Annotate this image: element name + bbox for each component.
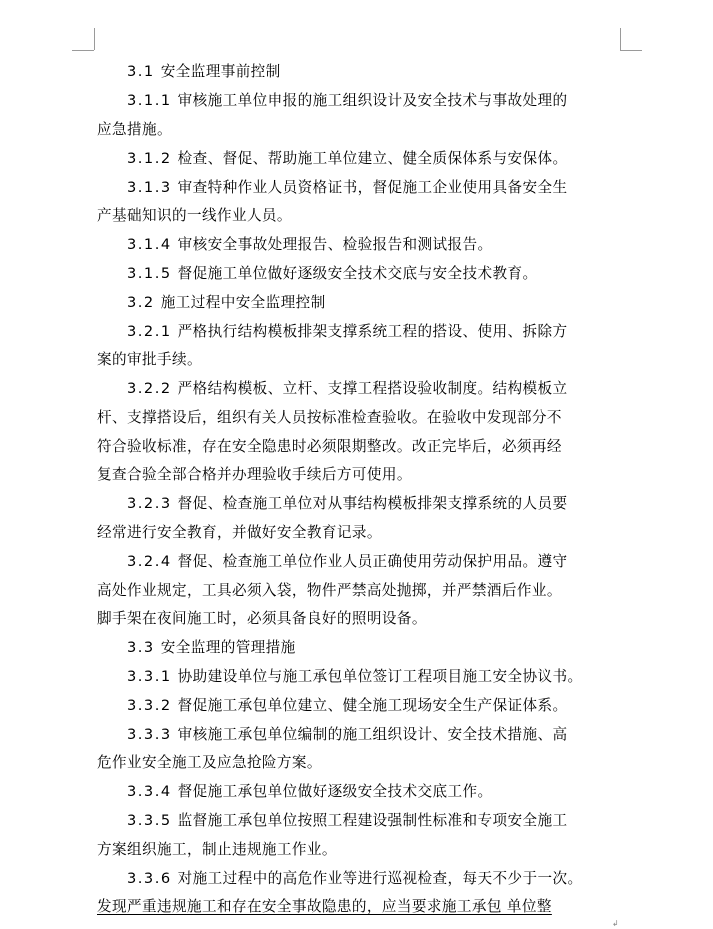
paragraph-3-3-3-line-2: 危作业安全施工及应急抢险方案。 xyxy=(97,754,322,771)
paragraph-3-2-3-line-1: 3.2.3 督促、检查施工单位对从事结构模板排架支撑系统的人员要 xyxy=(127,495,568,512)
paragraph-3-1-5-line-1: 3.1.5 督促施工单位做好逐级安全技术交底与安全技术教育。 xyxy=(127,265,538,282)
paragraph-3-3-6-line-1: 3.3.6 对施工过程中的高危作业等进行巡视检查，每天不少于一次。 xyxy=(127,870,583,887)
paragraph-3-2-2-line-1: 3.2.2 严格结构模板、立杆、支撑工程搭设验收制度。结构模板立 xyxy=(127,380,568,397)
section-heading-3-3: 3.3 安全监理的管理措施 xyxy=(127,639,296,656)
paragraph-3-2-4-line-1: 3.2.4 督促、检查施工单位作业人员正确使用劳动保护用品。遵守 xyxy=(127,553,568,570)
paragraph-3-1-4-line-1: 3.1.4 审核安全事故处理报告、检验报告和测试报告。 xyxy=(127,236,493,253)
paragraph-3-1-1-line-1: 3.1.1 审核施工单位申报的施工组织设计及安全技术与事故处理的 xyxy=(127,92,568,109)
paragraph-3-2-4-line-2: 高处作业规定，工具必须入袋，物件严禁高处抛掷，并严禁酒后作业。 xyxy=(97,582,562,599)
paragraph-3-2-2-line-4: 复查合验全部合格并办理验收手续后方可使用。 xyxy=(97,466,412,483)
crop-mark-top-right-horizontal xyxy=(620,50,642,51)
section-heading-3-2: 3.2 施工过程中安全监理控制 xyxy=(127,294,326,311)
paragraph-3-3-1-line-1: 3.3.1 协助建设单位与施工承包单位签订工程项目施工安全协议书。 xyxy=(127,668,583,685)
paragraph-3-1-1-line-2: 应急措施。 xyxy=(97,121,172,138)
paragraph-3-1-3-line-1: 3.1.3 审查特种作业人员资格证书，督促施工企业使用具备安全生 xyxy=(127,179,568,196)
paragraph-3-2-3-line-2: 经常进行安全教育，并做好安全教育记录。 xyxy=(97,524,382,541)
section-heading-3-1: 3.1 安全监理事前控制 xyxy=(127,63,281,80)
paragraph-mark-icon: ↲ xyxy=(612,919,619,928)
paragraph-3-2-2-line-2: 杆、支撑搭设后，组织有关人员按标准检查验收。在验收中发现部分不 xyxy=(97,409,562,426)
paragraph-3-1-3-line-2: 产基础知识的一线作业人员。 xyxy=(97,207,292,224)
paragraph-3-3-6-line-2: 发现严重违规施工和存在安全事故隐患的，应当要求施工承包 单位整 xyxy=(97,898,552,915)
paragraph-3-2-1-line-2: 案的审批手续。 xyxy=(97,351,202,368)
crop-mark-top-right-vertical xyxy=(620,28,621,50)
paragraph-3-3-3-line-1: 3.3.3 审核施工承包单位编制的施工组织设计、安全技术措施、高 xyxy=(127,726,568,743)
paragraph-3-3-5-line-1: 3.3.5 监督施工承包单位按照工程建设强制性标准和专项安全施工 xyxy=(127,812,568,829)
paragraph-3-1-2-line-1: 3.1.2 检查、督促、帮助施工单位建立、健全质保体系与安保体。 xyxy=(127,150,568,167)
paragraph-3-2-4-line-3: 脚手架在夜间施工时，必须具备良好的照明设备。 xyxy=(97,610,427,627)
paragraph-3-2-1-line-1: 3.2.1 严格执行结构模板排架支撑系统工程的搭设、使用、拆除方 xyxy=(127,323,568,340)
paragraph-3-2-2-line-3: 符合验收标准，存在安全隐患时必须限期整改。改正完毕后，必须再经 xyxy=(97,438,562,455)
crop-mark-top-left-horizontal xyxy=(72,50,94,51)
paragraph-3-3-4-line-1: 3.3.4 督促施工承包单位做好逐级安全技术交底工作。 xyxy=(127,783,493,800)
paragraph-3-3-5-line-2: 方案组织施工，制止违规施工作业。 xyxy=(97,841,337,858)
paragraph-3-3-2-line-1: 3.3.2 督促施工承包单位建立、健全施工现场安全生产保证体系。 xyxy=(127,697,568,714)
crop-mark-top-left-vertical xyxy=(94,28,95,50)
